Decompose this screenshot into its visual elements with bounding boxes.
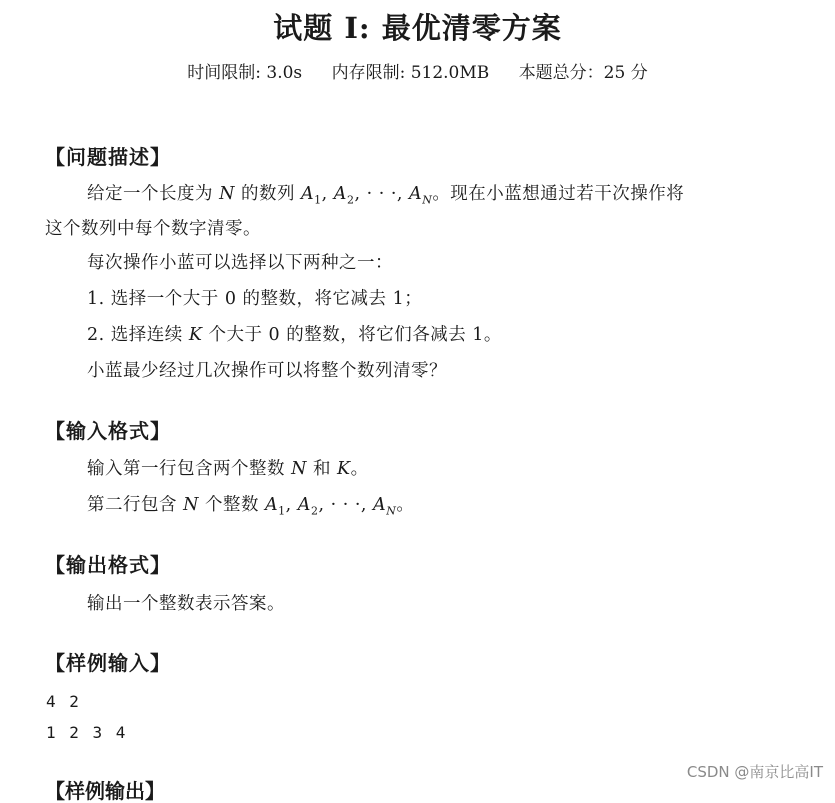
input-format-line-2 [87,491,414,526]
output-format-heading: 【输出格式】 [45,553,171,577]
output-format-line-1: 输出一个整数表示答案。 [87,594,285,614]
math-sep: , [396,184,410,204]
math-sep: , [354,184,367,204]
description-paragraph-2: 每次操作小蓝可以选择以下两种之一： [87,253,393,273]
sample-input-heading: 【样例输入】 [45,651,171,675]
input-text: 第二行包含 [87,495,184,515]
math-sub: N [386,504,397,518]
input-text: 个整数 [198,495,266,515]
time-limit: 时间限制: 3.0s [187,63,303,83]
description-question: 小蓝最少经过几次操作可以将整个数列清零？ [87,361,447,381]
desc-text: 这个数列中每个数字清零。 [45,218,261,239]
input-text: 。 [396,495,415,515]
sample-output-heading: 【样例输出】 [45,779,165,803]
math-a: A [297,495,311,515]
math-n: N [219,184,235,204]
watermark: CSDN @南京比高IT [686,763,823,781]
problem-title: 试题 I: 最优清零方案 [273,11,562,45]
math-n: N [291,459,307,479]
math-a: A [333,184,347,204]
memory-limit: 内存限制: 512.0MB [331,63,490,83]
input-format-line-1 [87,455,369,483]
math-sub: 1 [278,504,286,518]
math-dots: · · · [366,184,397,204]
input-format-heading: 【输入格式】 [45,419,171,443]
math-n: N [183,495,199,515]
desc-text: 。现在小蓝想通过若干次操作将 [432,184,685,204]
desc-text: 个大于 0 的整数，将它们各减去 1。 [202,325,502,345]
math-sep: , [360,495,374,515]
description-option-1: 1. 选择一个大于 0 的整数，将它减去 1； [87,289,423,309]
desc-text: 2. 选择连续 [87,325,189,345]
desc-text: 给定一个长度为 [87,184,220,204]
math-a: A [409,184,423,204]
math-sub: 2 [310,504,319,518]
math-sep: , [318,495,331,515]
total-score: 本题总分：25 分 [518,63,648,83]
math-sub: 1 [314,193,322,207]
math-dots: · · · [330,495,361,515]
description-heading: 【问题描述】 [45,145,171,169]
math-sep: , [321,184,334,204]
input-text: 输入第一行包含两个整数 [87,459,292,479]
math-a: A [373,495,387,515]
math-sub: N [422,193,433,207]
description-paragraph-1 [45,180,765,243]
input-text: 。 [350,459,369,479]
math-k: K [188,325,203,345]
desc-text: 的数列 [234,184,302,204]
sample-input-line-2: 1 2 3 4 [46,723,128,742]
description-option-2 [87,321,502,349]
math-a: A [301,184,315,204]
math-a: A [265,495,279,515]
math-sep: , [285,495,298,515]
problem-meta [0,58,835,83]
input-text: 和 [306,459,338,479]
math-sub: 2 [346,193,355,207]
sample-input-line-1: 4 2 [46,692,81,711]
math-k: K [337,459,351,479]
